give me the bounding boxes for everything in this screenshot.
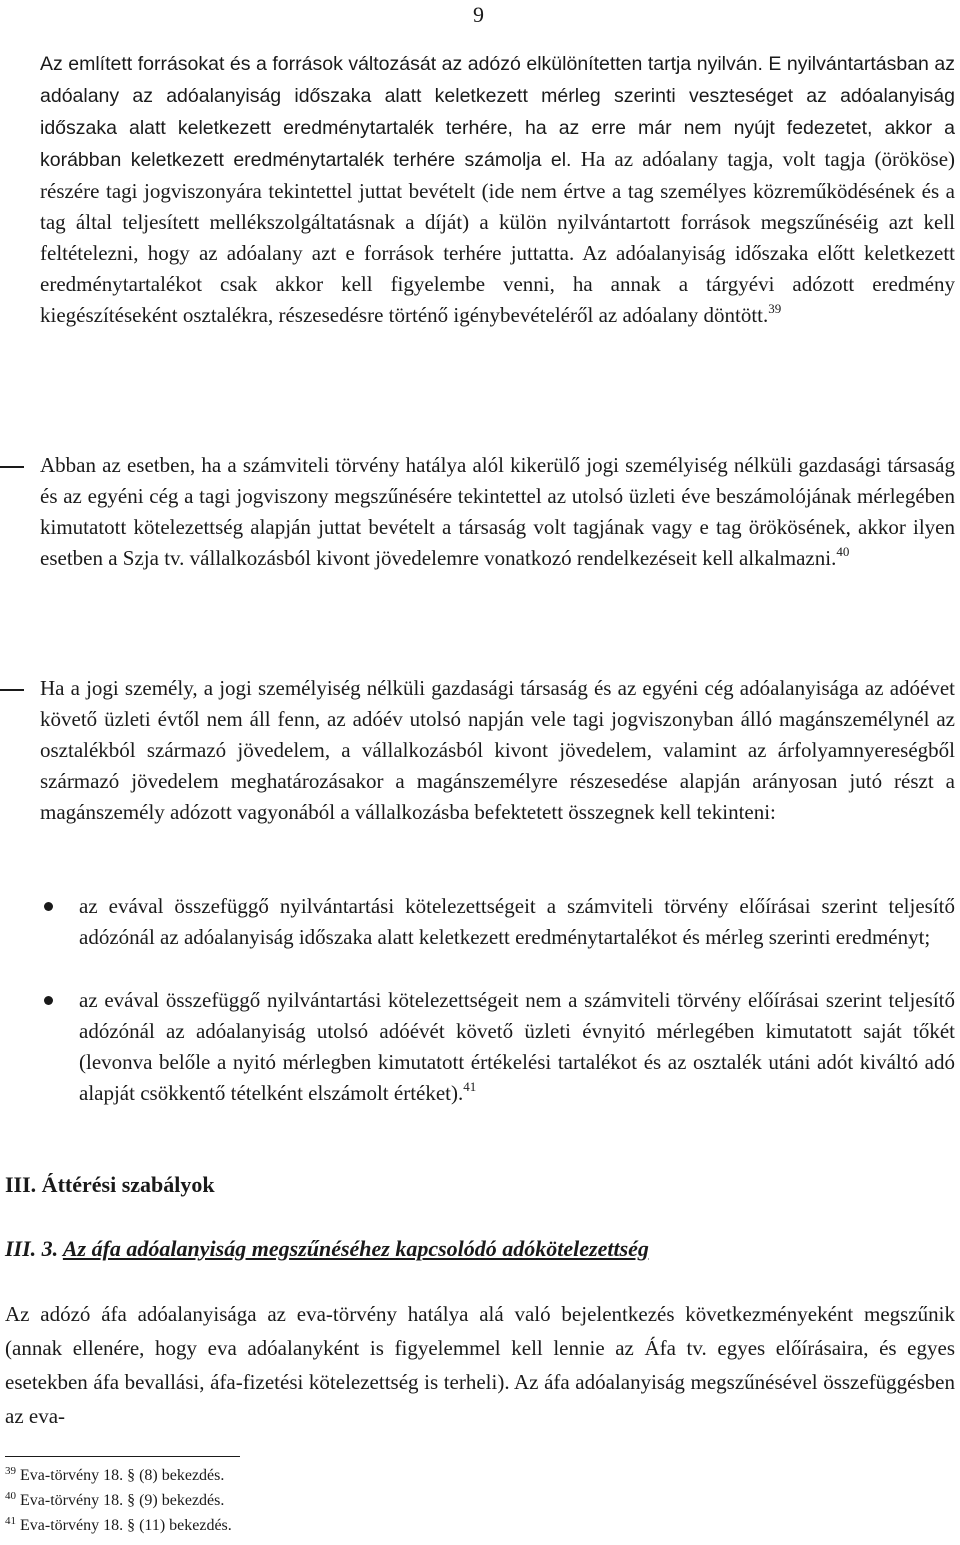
subsection-heading — [5, 1236, 649, 1262]
dash-item-text: Ha a jogi személy, a jogi személyiség nélküli gazdasági társaság és az egyéni cég adóalanyisága az adóévet követő üzleti évtől nem áll fenn, az adóév utolsó napján vele tagi jogviszonyban álló magánszemélynél az osztalékból származó jövedelem, a vállalkozásból kivont jövedelem, valamint az árfolyamnyereségből származó jövedelem meghatározásakor a magánszemélyre részesedése alapján arányosan jutó részt a magánszemély adózott vagyonából a vállalkozásba befektetett összegnek kell tekinteni: — [40, 676, 955, 824]
bullet-marker — [44, 902, 53, 911]
intro-paragraph — [40, 48, 955, 331]
footnote-divider — [5, 1456, 240, 1457]
dash-item-text: Abban az esetben, ha a számviteli törvény hatálya alól kikerülő jogi személyiség nélküli gazdasági társaság és az egyéni cég a tagi jogviszony megszűnésére tekintettel az utolsó üzleti éve beszámolójának mérlegében kimutatott kötelezettség alapján juttat bevételt a társaság volt tagjának vagy e tag örökösének, akkor ilyen esetben a Szja tv. vállalkozásból kivont jövedelemre vonatkozó rendelkezéseit kell alkalmazni.$^{40}$ — [40, 453, 955, 570]
subsection-title: Az áfa adóalanyiság megszűnéséhez kapcsolódó adókötelezettség — [62, 1236, 649, 1261]
footnote-text: Eva-törvény 18. § (11) bekezdés. — [20, 1517, 232, 1534]
footnote-ref-41[interactable]: 41 — [463, 1079, 477, 1094]
footnote-text: Eva-törvény 18. § (8) bekezdés. — [20, 1467, 225, 1484]
footnotes — [5, 1463, 232, 1538]
section-heading: III. Áttérési szabályok — [5, 1172, 215, 1197]
footnote-ref-40[interactable]: 40 — [836, 544, 850, 559]
closing-paragraph: Az adózó áfa adóalanyisága az eva-törvény hatálya alá való bejelentkezés következményeként megszűnik (annak ellenére, hogy eva adóalanyként is figyelemmel kell lennie az Áfa tv. egyes előírásaira, és egyes esetekben áfa bevallási, áfa-fizetési kötelezettség is terheli). Az áfa adóalanyiság megszűnésével összefüggésben az eva- — [5, 1302, 955, 1428]
footnote-number: 41 — [5, 1515, 16, 1527]
dash-marker — [0, 466, 24, 468]
subsection-number: III. 3. — [5, 1236, 59, 1261]
bullet-item-text: az evával összefüggő nyilvántartási kötelezettségeit nem a számviteli törvény előírásai szerint teljesítő adózónál az adóalanyiság utolsó adóévét követő üzleti évnyitó mérlegében kimutatott saját tőkét (levonva belőle a nyitó mérlegben kimutatott értékelési tartalékot és az osztalék utáni adót kiváltó adó alapját csökkentő tételként elszámolt értéket).$^{41}$ — [79, 988, 955, 1105]
bullet-item-text: az evával összefüggő nyilvántartási kötelezettségeit a számviteli törvény előírásai szerint teljesítő adózónál az adóalanyiság időszaka alatt keletkezett eredménytartalékot és mérleg szerinti eredményt; — [79, 894, 955, 949]
footnote-number: 39 — [5, 1465, 16, 1477]
footnote-39 — [5, 1463, 232, 1488]
page-number: 9 — [473, 2, 484, 27]
footnote-ref-39[interactable]: 39 — [768, 301, 782, 316]
intro-serif-text: Ha az adóalany tagja, volt tagja (örököse) részére tagi jogviszonyára tekintettel juttat bevételt (ide nem értve a tag személyes közreműködésének és a tag által teljesített mellékszolgáltatásnak a díját) a külön nyilvántartott források megszűnéséig azt kell feltételezni, hogy az adóalany azt e források terhére juttatta. Az adóalanyiság időszaka előtt keletkezett eredménytartalékot csak akkor kell figyelembe venni, ha annak a tárgyévi adózott eredmény kiegészítéseként osztalékra, részesedésre történő igénybevételéről az adóalany döntött. — [40, 147, 956, 327]
dash-marker — [0, 689, 24, 691]
footnote-40 — [5, 1488, 232, 1513]
footnote-number: 40 — [5, 1490, 16, 1502]
intro-sans-text: Az említett forrásokat és a források változását az adózó elkülönítetten tartja nyilván. E nyilvántartásban az adóalany az adóalanyiság időszaka alatt keletkezett mérleg szerinti veszteséget az adóalanyiság időszaka alatt keletkezett eredménytartalék terhére, ha az erre már nem nyújt fedezetet, akkor a korábban keletkezett eredménytartalék terhére számolja el. — [40, 53, 955, 171]
bullet-marker — [44, 996, 53, 1005]
footnote-text: Eva-törvény 18. § (9) bekezdés. — [20, 1492, 225, 1509]
footnote-41 — [5, 1513, 232, 1538]
